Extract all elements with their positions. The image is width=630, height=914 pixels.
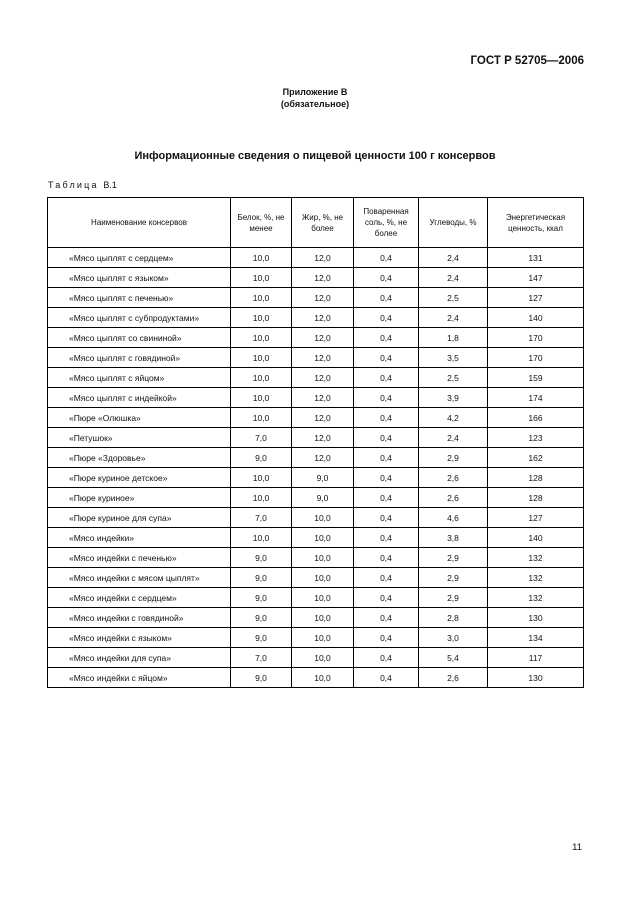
cell-salt: 0,4 xyxy=(354,588,419,608)
cell-name: «Мясо цыплят с сердцем» xyxy=(48,248,231,268)
table-row xyxy=(48,288,584,308)
cell-energy: 131 xyxy=(488,248,584,268)
cell-carbs: 3,5 xyxy=(419,348,488,368)
cell-fat: 10,0 xyxy=(292,628,354,648)
cell-name: «Мясо цыплят с печенью» xyxy=(48,288,231,308)
cell-carbs: 2,4 xyxy=(419,308,488,328)
cell-protein: 10,0 xyxy=(231,328,292,348)
table-row xyxy=(48,388,584,408)
column-header-protein: Белок, %, не менее xyxy=(231,198,292,248)
cell-carbs: 4,2 xyxy=(419,408,488,428)
cell-protein: 9,0 xyxy=(231,548,292,568)
cell-salt: 0,4 xyxy=(354,308,419,328)
table-row xyxy=(48,248,584,268)
cell-fat: 12,0 xyxy=(292,368,354,388)
cell-protein: 10,0 xyxy=(231,388,292,408)
cell-name: «Пюре куриное детское» xyxy=(48,468,231,488)
cell-name: «Пюре «Олюшка» xyxy=(48,408,231,428)
cell-salt: 0,4 xyxy=(354,548,419,568)
document-code: ГОСТ Р 52705—2006 xyxy=(470,55,584,67)
cell-name: «Мясо индейки с яйцом» xyxy=(48,668,231,688)
column-header-name: Наименование консервов xyxy=(48,198,231,248)
cell-energy: 132 xyxy=(488,568,584,588)
cell-protein: 10,0 xyxy=(231,248,292,268)
cell-protein: 9,0 xyxy=(231,668,292,688)
cell-carbs: 2,9 xyxy=(419,568,488,588)
column-header-fat: Жир, %, не более xyxy=(292,198,354,248)
table-label-number: В.1 xyxy=(103,180,117,190)
cell-energy: 159 xyxy=(488,368,584,388)
cell-salt: 0,4 xyxy=(354,448,419,468)
cell-carbs: 2,9 xyxy=(419,448,488,468)
cell-protein: 10,0 xyxy=(231,468,292,488)
cell-energy: 140 xyxy=(488,308,584,328)
table-row xyxy=(48,668,584,688)
table-row xyxy=(48,348,584,368)
cell-name: «Мясо цыплят с говядиной» xyxy=(48,348,231,368)
cell-salt: 0,4 xyxy=(354,668,419,688)
cell-energy: 130 xyxy=(488,668,584,688)
cell-salt: 0,4 xyxy=(354,608,419,628)
cell-fat: 12,0 xyxy=(292,248,354,268)
cell-fat: 12,0 xyxy=(292,308,354,328)
cell-name: «Мясо цыплят с языком» xyxy=(48,268,231,288)
cell-fat: 10,0 xyxy=(292,508,354,528)
cell-salt: 0,4 xyxy=(354,288,419,308)
cell-salt: 0,4 xyxy=(354,428,419,448)
cell-protein: 10,0 xyxy=(231,268,292,288)
cell-name: «Пюре куриное для супа» xyxy=(48,508,231,528)
cell-carbs: 3,8 xyxy=(419,528,488,548)
appendix-status: (обязательное) xyxy=(280,99,350,109)
cell-protein: 10,0 xyxy=(231,488,292,508)
table-body xyxy=(48,248,584,688)
cell-energy: 132 xyxy=(488,588,584,608)
page-number: 11 xyxy=(572,842,582,853)
cell-name: «Мясо цыплят со свининой» xyxy=(48,328,231,348)
appendix-title: Приложение В xyxy=(282,87,348,97)
cell-carbs: 2,4 xyxy=(419,428,488,448)
cell-energy: 162 xyxy=(488,448,584,468)
cell-fat: 10,0 xyxy=(292,548,354,568)
column-header-salt: Поваренная соль, %, не более xyxy=(354,198,419,248)
cell-name: «Мясо индейки с сердцем» xyxy=(48,588,231,608)
cell-salt: 0,4 xyxy=(354,628,419,648)
cell-energy: 170 xyxy=(488,328,584,348)
cell-protein: 10,0 xyxy=(231,348,292,368)
cell-salt: 0,4 xyxy=(354,568,419,588)
cell-name: «Мясо индейки с мясом цыплят» xyxy=(48,568,231,588)
cell-protein: 9,0 xyxy=(231,588,292,608)
cell-carbs: 2,6 xyxy=(419,488,488,508)
cell-fat: 10,0 xyxy=(292,668,354,688)
cell-energy: 166 xyxy=(488,408,584,428)
cell-carbs: 2,9 xyxy=(419,548,488,568)
cell-fat: 9,0 xyxy=(292,488,354,508)
cell-protein: 7,0 xyxy=(231,508,292,528)
cell-carbs: 2,5 xyxy=(419,368,488,388)
cell-energy: 170 xyxy=(488,348,584,368)
cell-fat: 12,0 xyxy=(292,268,354,288)
cell-protein: 7,0 xyxy=(231,648,292,668)
cell-salt: 0,4 xyxy=(354,528,419,548)
column-header-energy: Энергетическая ценность, ккал xyxy=(488,198,584,248)
table-row xyxy=(48,408,584,428)
table-row xyxy=(48,428,584,448)
cell-carbs: 3,0 xyxy=(419,628,488,648)
cell-carbs: 4,6 xyxy=(419,508,488,528)
cell-salt: 0,4 xyxy=(354,508,419,528)
cell-energy: 134 xyxy=(488,628,584,648)
cell-salt: 0,4 xyxy=(354,488,419,508)
cell-carbs: 2,8 xyxy=(419,608,488,628)
cell-salt: 0,4 xyxy=(354,648,419,668)
table-row xyxy=(48,628,584,648)
cell-fat: 12,0 xyxy=(292,388,354,408)
table-label xyxy=(48,180,117,190)
table-row xyxy=(48,468,584,488)
cell-energy: 174 xyxy=(488,388,584,408)
cell-fat: 10,0 xyxy=(292,588,354,608)
table-row xyxy=(48,548,584,568)
cell-fat: 12,0 xyxy=(292,328,354,348)
table-row xyxy=(48,268,584,288)
cell-protein: 10,0 xyxy=(231,288,292,308)
table-row xyxy=(48,308,584,328)
table-row xyxy=(48,568,584,588)
cell-salt: 0,4 xyxy=(354,408,419,428)
appendix-block xyxy=(0,86,630,110)
cell-protein: 9,0 xyxy=(231,608,292,628)
cell-salt: 0,4 xyxy=(354,268,419,288)
cell-name: «Мясо индейки с языком» xyxy=(48,628,231,648)
cell-name: «Мясо индейки» xyxy=(48,528,231,548)
table-header-row xyxy=(48,198,584,248)
cell-energy: 130 xyxy=(488,608,584,628)
cell-name: «Пюре «Здоровье» xyxy=(48,448,231,468)
cell-name: «Мясо цыплят с индейкой» xyxy=(48,388,231,408)
table-row xyxy=(48,648,584,668)
cell-carbs: 5,4 xyxy=(419,648,488,668)
table-row xyxy=(48,328,584,348)
cell-fat: 12,0 xyxy=(292,288,354,308)
cell-fat: 12,0 xyxy=(292,428,354,448)
cell-fat: 12,0 xyxy=(292,448,354,468)
cell-name: «Мясо индейки с печенью» xyxy=(48,548,231,568)
cell-protein: 10,0 xyxy=(231,308,292,328)
cell-fat: 12,0 xyxy=(292,408,354,428)
cell-carbs: 2,4 xyxy=(419,248,488,268)
cell-energy: 140 xyxy=(488,528,584,548)
cell-protein: 9,0 xyxy=(231,568,292,588)
table-row xyxy=(48,608,584,628)
cell-energy: 127 xyxy=(488,508,584,528)
cell-energy: 147 xyxy=(488,268,584,288)
cell-name: «Мясо цыплят с яйцом» xyxy=(48,368,231,388)
table-row xyxy=(48,368,584,388)
table-label-word: Таблица xyxy=(48,180,99,190)
cell-carbs: 2,6 xyxy=(419,668,488,688)
table-row xyxy=(48,508,584,528)
nutrition-table xyxy=(47,197,584,688)
cell-protein: 10,0 xyxy=(231,528,292,548)
cell-energy: 132 xyxy=(488,548,584,568)
cell-name: «Мясо индейки для супа» xyxy=(48,648,231,668)
cell-protein: 10,0 xyxy=(231,368,292,388)
cell-energy: 127 xyxy=(488,288,584,308)
cell-energy: 128 xyxy=(488,468,584,488)
cell-fat: 10,0 xyxy=(292,648,354,668)
cell-fat: 10,0 xyxy=(292,608,354,628)
cell-fat: 10,0 xyxy=(292,568,354,588)
cell-protein: 9,0 xyxy=(231,448,292,468)
table-row xyxy=(48,448,584,468)
cell-protein: 7,0 xyxy=(231,428,292,448)
cell-carbs: 2,6 xyxy=(419,468,488,488)
cell-protein: 10,0 xyxy=(231,408,292,428)
table-row xyxy=(48,588,584,608)
cell-energy: 117 xyxy=(488,648,584,668)
cell-energy: 128 xyxy=(488,488,584,508)
cell-carbs: 2,9 xyxy=(419,588,488,608)
cell-name: «Мясо цыплят с субпродуктами» xyxy=(48,308,231,328)
table-row xyxy=(48,488,584,508)
cell-carbs: 2,4 xyxy=(419,268,488,288)
cell-name: «Петушок» xyxy=(48,428,231,448)
cell-salt: 0,4 xyxy=(354,328,419,348)
cell-salt: 0,4 xyxy=(354,248,419,268)
cell-fat: 12,0 xyxy=(292,348,354,368)
column-header-carbs: Углеводы, % xyxy=(419,198,488,248)
cell-carbs: 2,5 xyxy=(419,288,488,308)
section-heading: Информационные сведения о пищевой ценности 100 г консервов xyxy=(134,150,496,162)
cell-name: «Пюре куриное» xyxy=(48,488,231,508)
cell-salt: 0,4 xyxy=(354,388,419,408)
cell-carbs: 1,8 xyxy=(419,328,488,348)
cell-energy: 123 xyxy=(488,428,584,448)
cell-fat: 10,0 xyxy=(292,528,354,548)
cell-carbs: 3,9 xyxy=(419,388,488,408)
cell-salt: 0,4 xyxy=(354,468,419,488)
cell-salt: 0,4 xyxy=(354,368,419,388)
cell-salt: 0,4 xyxy=(354,348,419,368)
cell-fat: 9,0 xyxy=(292,468,354,488)
cell-name: «Мясо индейки с говядиной» xyxy=(48,608,231,628)
cell-protein: 9,0 xyxy=(231,628,292,648)
table-row xyxy=(48,528,584,548)
